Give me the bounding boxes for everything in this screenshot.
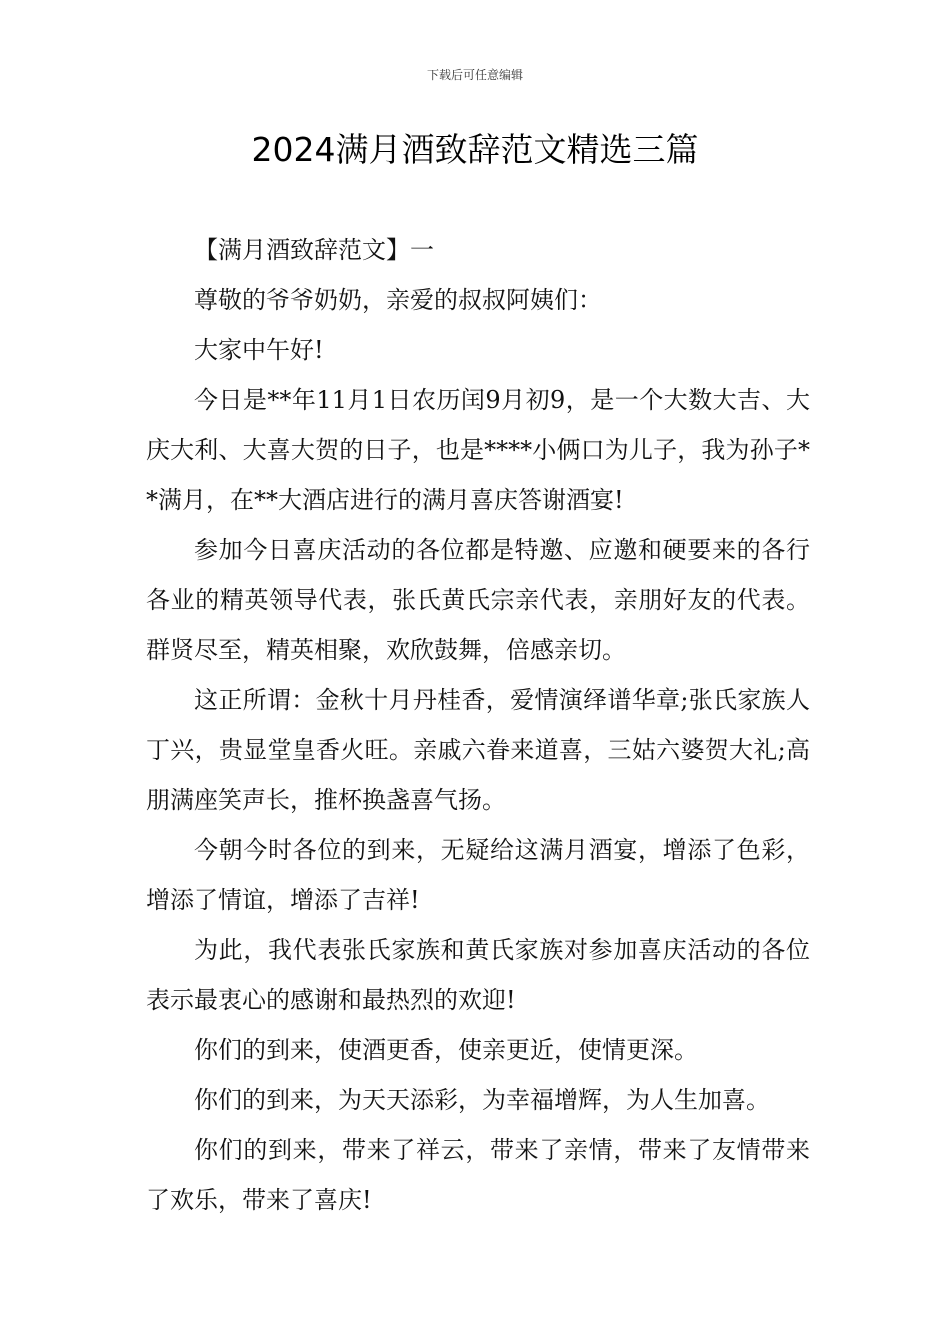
paragraph-arrival-blessings: 你们的到来，带来了祥云，带来了亲情，带来了友情带来了欢乐，带来了喜庆! [146, 1136, 810, 1214]
paragraph-arrival: 今朝今时各位的到来，无疑给这满月酒宴，增添了色彩，增添了情谊，增添了吉祥! [146, 836, 810, 914]
paragraph-occasion: 今日是**年11月1日农历闰9月初9，是一个大数大吉、大庆大利、大喜大贺的日子，也是****小俩口为儿子，我为孙子**满月，在**大酒店进行的满月喜庆答谢酒宴! [146, 386, 810, 514]
document-body [146, 225, 810, 1225]
paragraph-section-heading: 【满月酒致辞范文】一 [194, 236, 434, 264]
paragraph-verse: 这正所谓：金秋十月丹桂香，爱情演绎谱华章;张氏家族人丁兴，贵显堂皇香火旺。亲戚六眷来道喜，三姑六婆贺大礼;高朋满座笑声长，推杯换盏喜气扬。 [146, 686, 810, 814]
paragraph-arrival-wine: 你们的到来，使酒更香，使亲更近，使情更深。 [194, 1036, 698, 1064]
paragraph-guests: 参加今日喜庆活动的各位都是特邀、应邀和硬要来的各行各业的精英领导代表，张氏黄氏宗亲代表，亲朋好友的代表。群贤尽至，精英相聚，欢欣鼓舞，倍感亲切。 [146, 536, 810, 664]
paragraph-thanks: 为此，我代表张氏家族和黄氏家族对参加喜庆活动的各位表示最衷心的感谢和最热烈的欢迎! [146, 936, 810, 1014]
paragraph-greeting: 大家中午好! [194, 336, 324, 364]
paragraph-arrival-color: 你们的到来，为天天添彩，为幸福增辉，为人生加喜。 [194, 1086, 770, 1114]
paragraph-salutation: 尊敬的爷爷奶奶，亲爱的叔叔阿姨们： [194, 286, 602, 314]
header-note: 下载后可任意编辑 [426, 68, 523, 82]
document-title: 2024满月酒致辞范文精选三篇 [251, 130, 699, 169]
